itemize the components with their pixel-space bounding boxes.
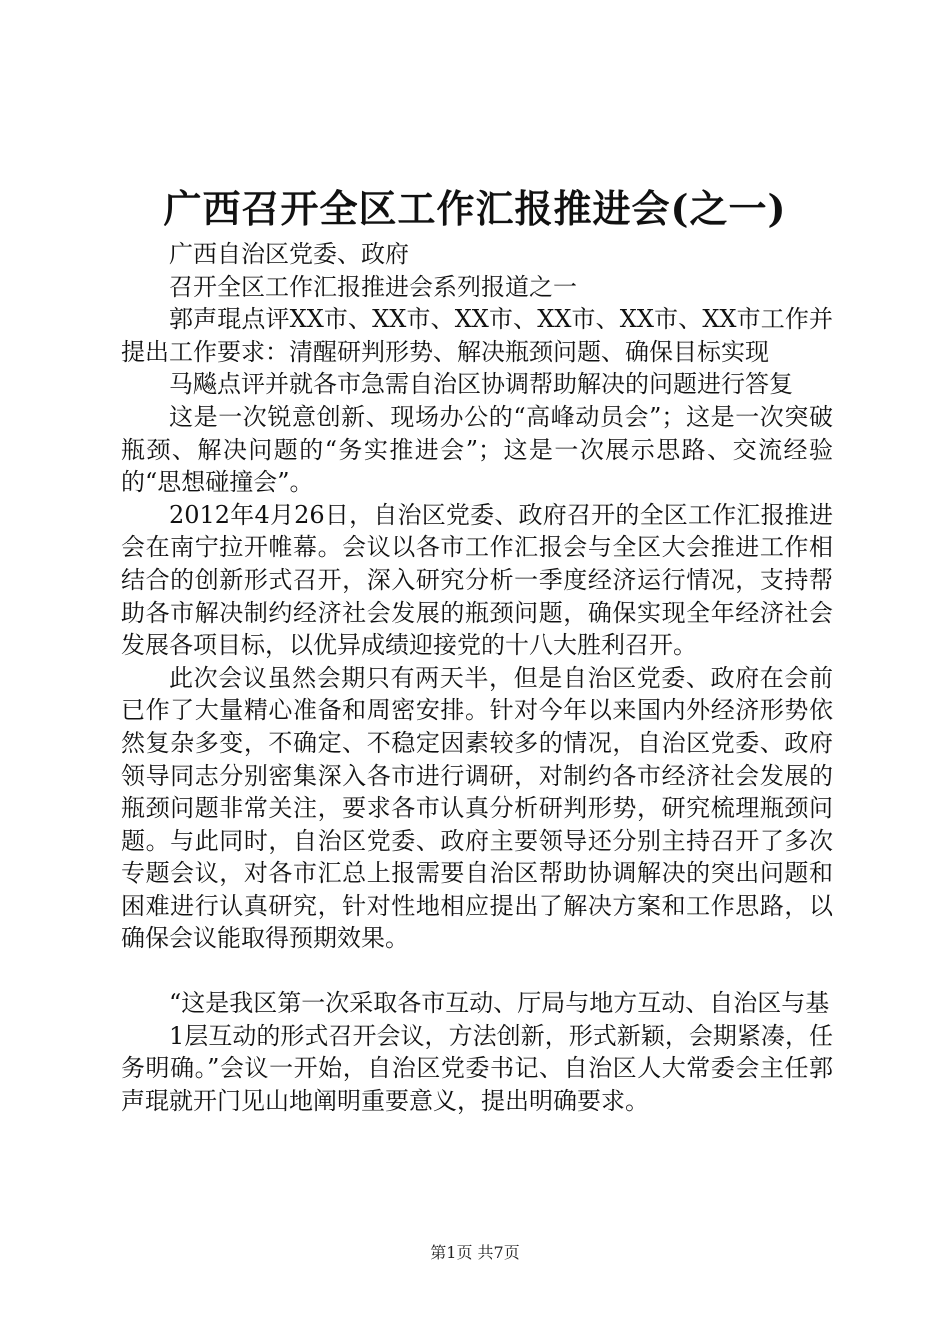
paragraph: 这是一次锐意创新、现场办公的“高峰动员会”；这是一次突破瓶颈、解决问题的“务实推进会”；这是一次展示思路、交流经验的“思想碰撞会”。 <box>121 402 833 497</box>
paragraph: 召开全区工作汇报推进会系列报道之一 <box>169 272 577 301</box>
paragraph: 广西自治区党委、政府 <box>169 240 409 268</box>
paragraph: 2012年4月26日，自治区党委、政府召开的全区工作汇报推进会在南宁拉开帷幕。会议以各市工作汇报会与全区大会推进工作相结合的创新形式召开，深入研究分析一季度经济运行情况，支持帮助各市解决制约经济社会发展的瓶颈问题，确保实现全年经济社会发展各项目标，以优异成绩迎接党的十八大胜利召开。 <box>121 500 833 660</box>
document-title: 广西召开全区工作汇报推进会(之一) <box>163 186 787 231</box>
paragraph: 马飚点评并就各市急需自治区协调帮助解决的问题进行答复 <box>169 370 793 399</box>
paragraph: 郭声琨点评XX市、XX市、XX市、XX市、XX市、XX市工作并提出工作要求：清醒研判形势、解决瓶颈问题、确保目标实现 <box>121 305 833 366</box>
paragraph: 1层互动的形式召开会议，方法创新，形式新颖，会期紧凑，任务明确。”会议一开始，自治区党委书记、自治区人大常委会主任郭声琨就开门见山地阐明重要意义，提出明确要求。 <box>121 1021 833 1115</box>
paragraph: “这是我区第一次采取各市互动、厅局与地方互动、自治区与基 <box>169 989 830 1018</box>
page-footer: 第1页 共7页 <box>430 1243 520 1262</box>
document-body <box>121 238 833 1117</box>
paragraph: 此次会议虽然会期只有两天半，但是自治区党委、政府在会前已作了大量精心准备和周密安排。针对今年以来国内外经济形势依然复杂多变，不确定、不稳定因素较多的情况，自治区党委、政府领导同志分别密集深入各市进行调研，对制约各市经济社会发展的瓶颈问题非常关注，要求各市认真分析研判形势，研究梳理瓶颈问题。与此同时，自治区党委、政府主要领导还分别主持召开了多次专题会议，对各市汇总上报需要自治区帮助协调解决的突出问题和困难进行认真研究，针对性地相应提出了解决方案和工作思路，以确保会议能取得预期效果。 <box>121 663 833 953</box>
